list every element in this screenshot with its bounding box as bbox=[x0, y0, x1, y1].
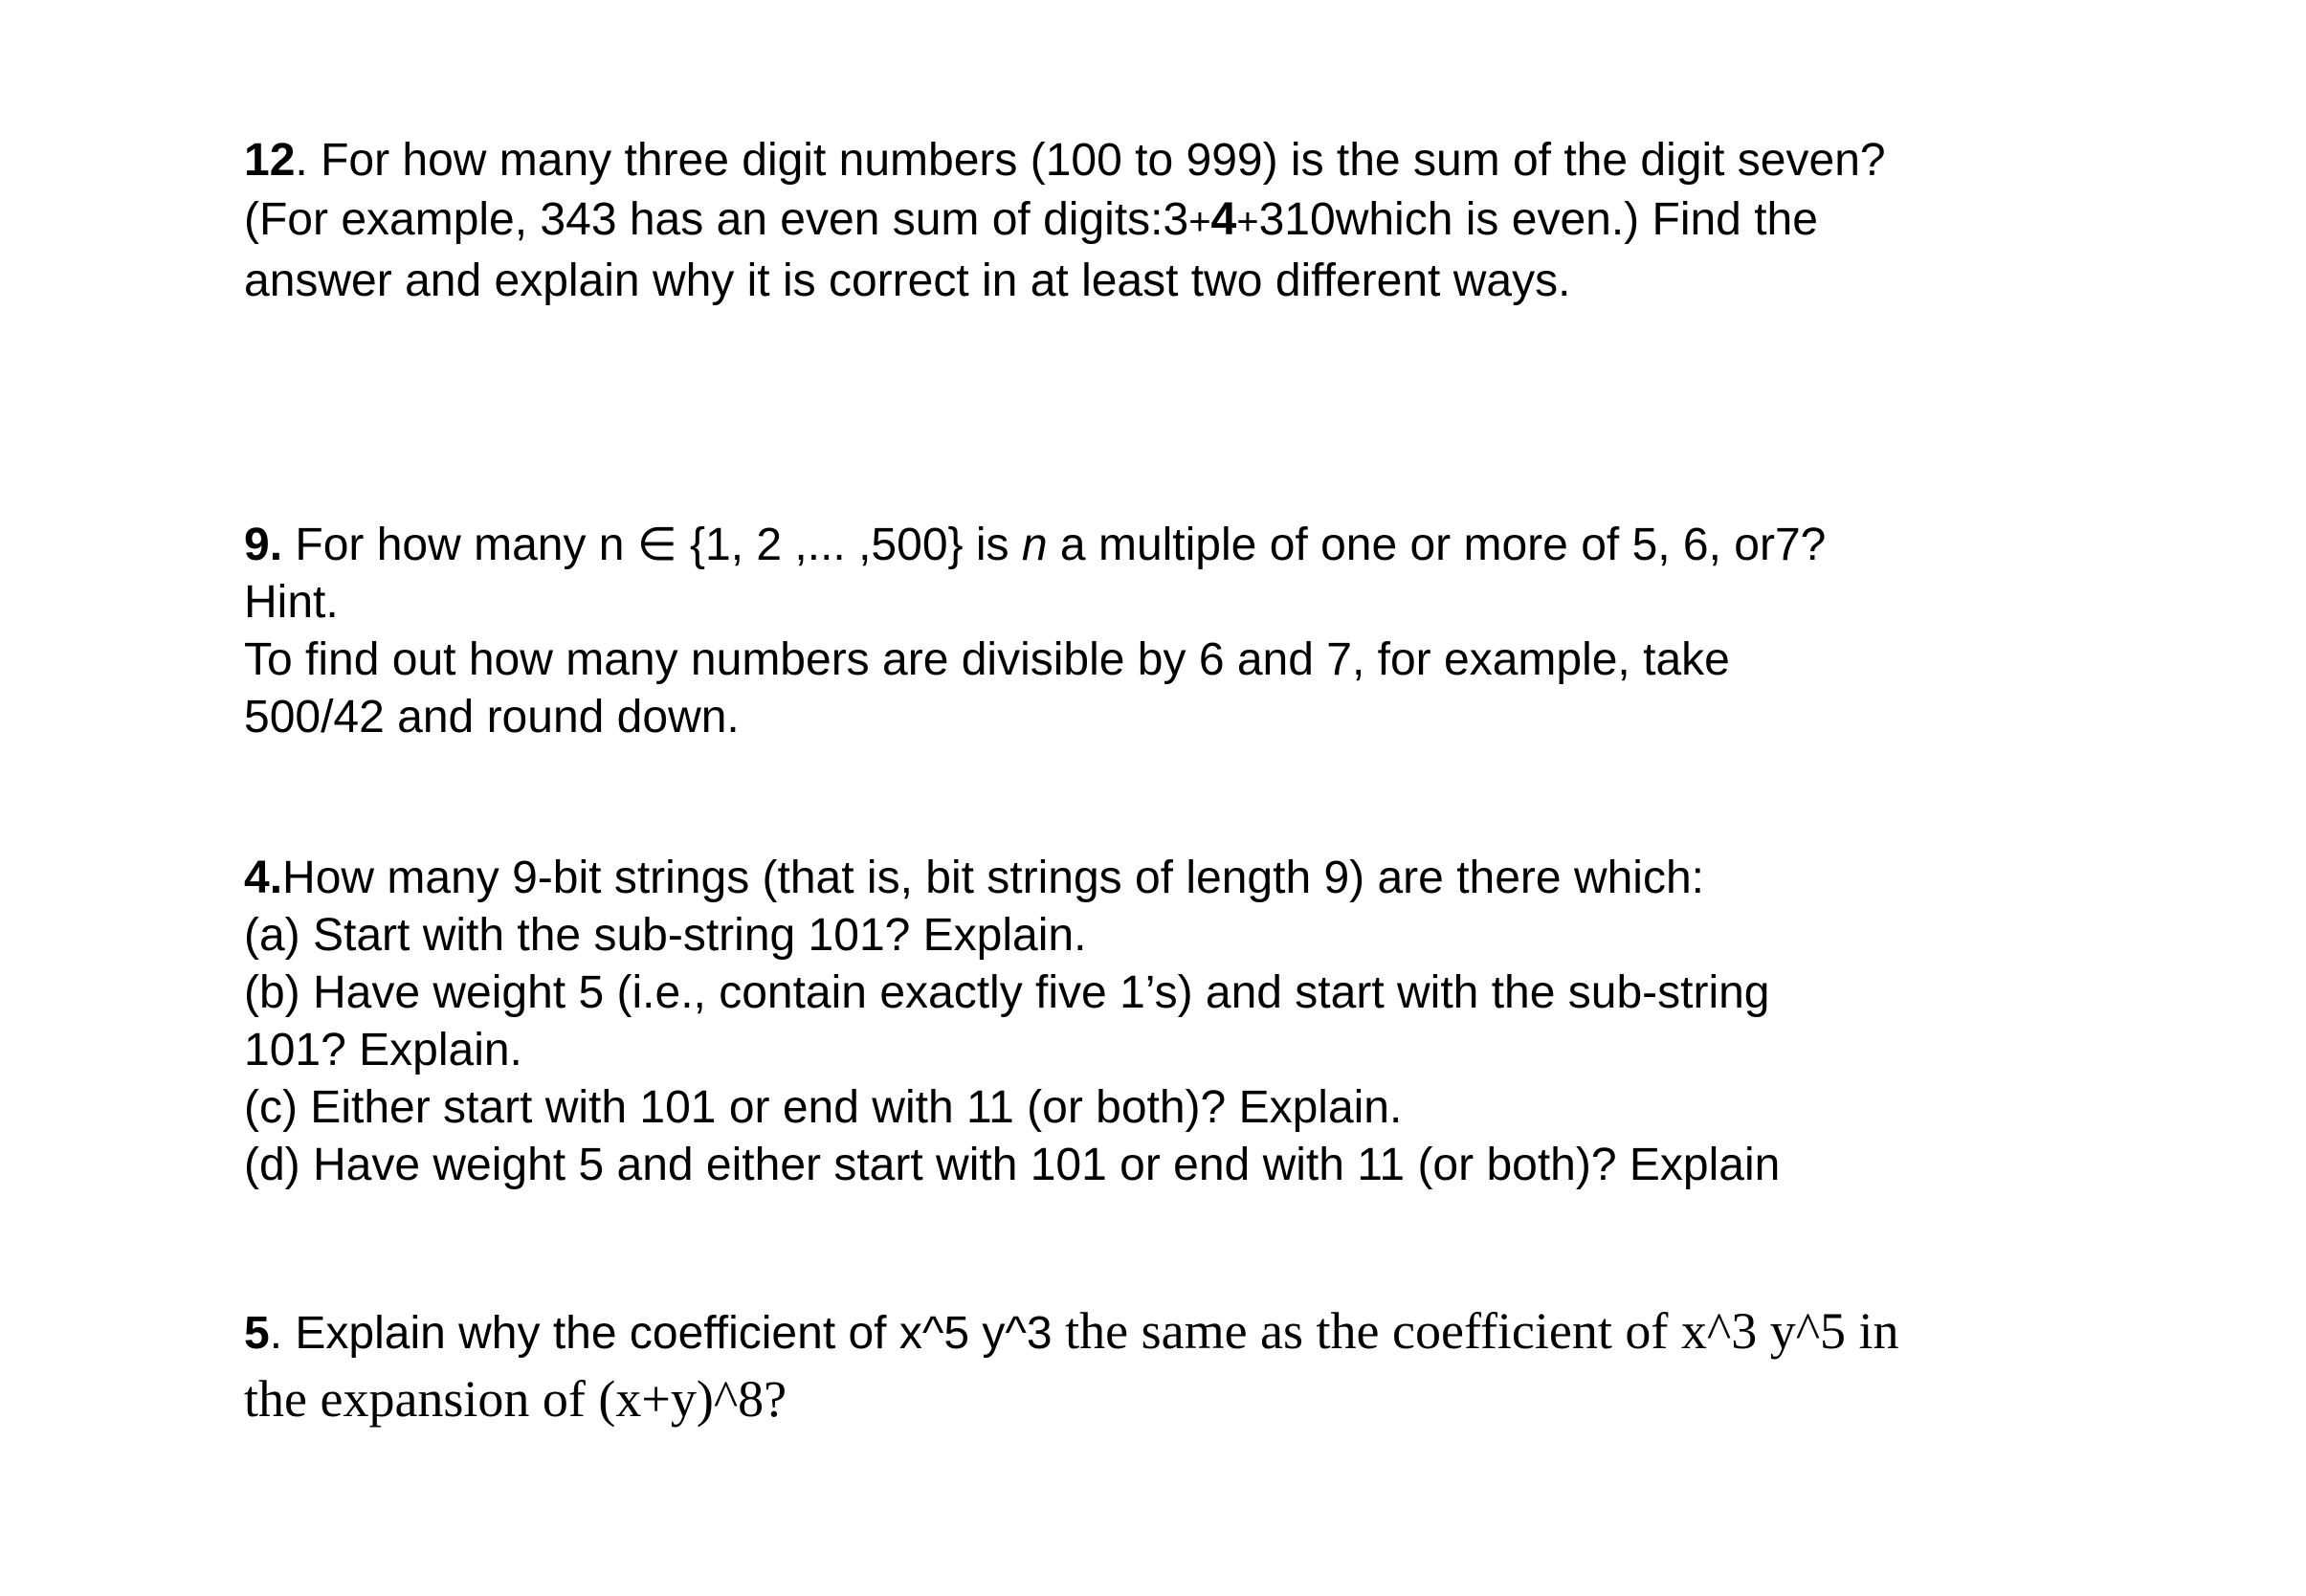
problem-text: (For example, 343 has an even sum of digits:3 bbox=[244, 194, 1189, 245]
problem-text: How many 9-bit strings (that is, bit strings of length 9) are there which: bbox=[282, 853, 1704, 903]
hint-text: To find out how many numbers are divisible by 6 and 7, for example, take bbox=[244, 634, 1730, 685]
problem-number: 4. bbox=[244, 853, 283, 903]
part-d: (d) Have weight 5 and either start with 101 or end with 11 (or both)? Explain bbox=[244, 1140, 1781, 1190]
problem-4 bbox=[244, 850, 2158, 1194]
problem-5 bbox=[244, 1298, 2158, 1431]
problem-4-line-1 bbox=[244, 850, 2158, 907]
part-b-continued: 101? Explain. bbox=[244, 1025, 522, 1075]
problem-text: For how many n ∈ {1, 2 ,... ,500} is bbox=[282, 520, 1022, 570]
hint-label: Hint. bbox=[244, 577, 339, 628]
problem-number: 5 bbox=[244, 1308, 270, 1359]
problem-12-line-3: answer and explain why it is correct in at least two different ways. bbox=[244, 255, 1571, 306]
part-b: (b) Have weight 5 (i.e., contain exactly five 1’s) and start with the sub-string bbox=[244, 967, 1770, 1018]
problem-text-serif: the same as the coefficient of x^3 y^5 in bbox=[1052, 1302, 1899, 1360]
variable-n: n bbox=[1021, 520, 1048, 570]
part-c: (c) Either start with 101 or end with 11 (or both)? Explain. bbox=[244, 1082, 1403, 1133]
problem-text: 310which is even.) Find the bbox=[1258, 194, 1818, 245]
problem-9-line-1 bbox=[244, 517, 2158, 574]
plus-sign: + bbox=[1188, 201, 1211, 243]
problem-9 bbox=[244, 517, 2158, 746]
problem-12 bbox=[244, 131, 2158, 311]
problem-text: . For how many three digit numbers (100 to 999) is the sum of the digit seven? bbox=[295, 135, 1886, 186]
hint-text: 500/42 and round down. bbox=[244, 692, 740, 743]
problem-text: . Explain why the coefficient of x^5 y^3 bbox=[269, 1308, 1053, 1359]
plus-sign: + bbox=[1236, 201, 1259, 243]
problem-number: 12 bbox=[244, 135, 296, 186]
problem-5-line-1 bbox=[244, 1298, 2158, 1366]
bold-digit: 4 bbox=[1210, 194, 1237, 245]
part-a: (a) Start with the sub-string 101? Explain. bbox=[244, 910, 1087, 961]
problem-5-line-2: the expansion of (x+y)^8? bbox=[244, 1370, 787, 1428]
problem-12-line-2 bbox=[244, 190, 2158, 252]
problem-12-line-1 bbox=[244, 131, 2158, 190]
problem-number: 9. bbox=[244, 520, 283, 570]
problem-text: a multiple of one or more of 5, 6, or7? bbox=[1047, 520, 1827, 570]
